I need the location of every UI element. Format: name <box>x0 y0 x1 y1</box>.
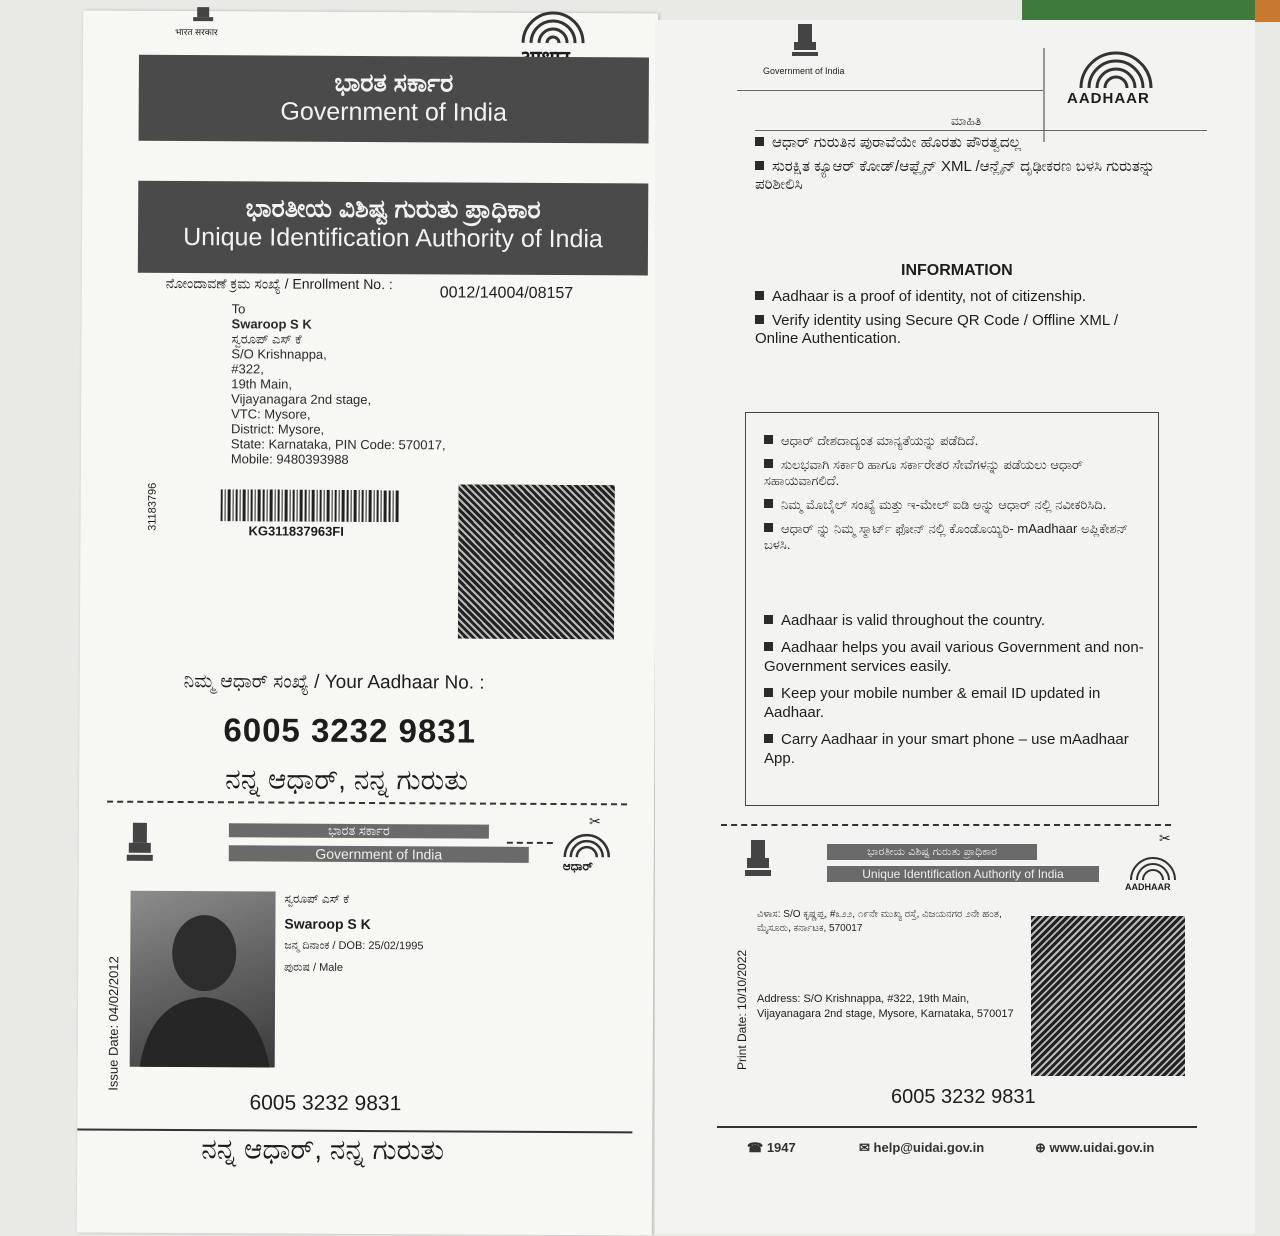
box-kannada-item: ಆಧಾರ್ ದೇಶದಾದ್ಯಂತ ಮಾನ್ಯತೆಯನ್ನು ಪಡೆದಿದೆ. <box>764 433 1148 449</box>
address-line: District: Mysore, <box>230 421 325 437</box>
header-line <box>737 90 1043 91</box>
box-english-list <box>764 611 1144 776</box>
card-logo-text: AADHAAR <box>1125 882 1171 892</box>
bullet-icon <box>755 315 764 324</box>
person-silhouette-icon <box>130 891 276 1068</box>
barcode <box>221 489 401 522</box>
scissors-icon: ✂ <box>588 813 601 830</box>
card-dash <box>507 842 553 844</box>
scissors-icon: ✂ <box>1159 830 1171 846</box>
aadhaar-logo-text: AADHAAR <box>1067 90 1150 107</box>
barcode-text: KG311837963FI <box>248 523 344 539</box>
emblem-icon <box>123 819 157 871</box>
address-name: Swaroop S K <box>231 316 312 332</box>
card-number: 6005 3232 9831 <box>891 1086 1036 1108</box>
card-gender: ಪುರುಷ / Male <box>284 961 343 974</box>
kannada-info-heading: ಮಾಹಿತಿ <box>951 114 982 128</box>
uidai-banner-english: Unique Identification Authority of India <box>183 223 603 254</box>
box-kannada-item: ಸುಲಭವಾಗಿ ಸರ್ಕಾರಿ ಹಾಗೂ ಸರ್ಕಾರೇತರ ಸೇವೆಗಳನ್ನು ಪಡೆಯಲು ಆಧಾರ್ ಸಹಾಯವಾಗಲಿದೆ. <box>764 457 1084 488</box>
box-kannada-list <box>764 433 1148 561</box>
card-dob: ಜನ್ಮ ದಿನಾಂಕ / DOB: 25/02/1995 <box>284 939 424 953</box>
bullet-icon <box>764 435 773 444</box>
background-green-corner <box>1022 0 1280 22</box>
side-number: 31183796 <box>146 482 159 531</box>
card-logo-text: ಆಧಾರ್ <box>562 859 593 874</box>
address-line: #322, <box>231 361 264 377</box>
footer-email: ✉ help@uidai.gov.in <box>859 1140 985 1155</box>
kannada-info-list <box>755 134 1175 200</box>
address-to: To <box>231 301 246 317</box>
enrollment-number: 0012/14004/08157 <box>439 284 574 303</box>
bullet-icon <box>755 161 764 170</box>
box-kannada-item: ಆಧಾರ್ ನ್ನು ನಿಮ್ಮ ಸ್ಮಾರ್ಟ್ ಫೋನ್ ನಲ್ಲಿ ಕೊಂಡೊಯ್ಯಿರಿ- mAadhaar ಅಪ್ಲಿಕೇಶನ್ ಬಳಸಿ. <box>764 521 1129 552</box>
card-gov-kannada: ಭಾರತ ಸರ್ಕಾರ <box>229 823 489 838</box>
background-orange-corner <box>1255 0 1280 22</box>
kannada-info-item: ಆಧಾರ್ ಗುರುತಿನ ಪುರಾವೆಯೇ ಹೊರತು ಪೌರತ್ವದಲ್ಲ <box>755 134 1175 152</box>
qr-code <box>1031 916 1185 1076</box>
mail-icon: ✉ <box>859 1140 870 1155</box>
government-banner-kannada: ಭಾರತ ಸರ್ಕಾರ <box>334 68 454 98</box>
tagline: ನನ್ನ ಆಧಾರ್, ನನ್ನ ಗುರುತು <box>225 763 469 796</box>
card-bottom-line <box>717 1126 1197 1128</box>
left-sheet <box>77 11 658 1236</box>
footer-phone: ☎ 1947 <box>747 1140 796 1155</box>
globe-icon: ⊕ <box>1035 1140 1046 1155</box>
address-name-kannada: ಸ್ವರೂಪ್ ಎಸ್ ಕೆ <box>231 331 302 347</box>
info-box <box>745 412 1159 806</box>
address-line: S/O Krishnappa, <box>231 346 327 362</box>
card-gov-english: Government of India <box>229 845 529 863</box>
address-line: Vijayanagara 2nd stage, <box>231 391 372 408</box>
uidai-banner-kannada: ಭಾರತೀಯ ವಿಶಿಷ್ಟ ಗುರುತು ಪ್ರಾಧಿಕಾರ <box>245 194 541 224</box>
box-english-item: Keep your mobile number & email ID updated in Aadhaar. <box>764 685 1101 721</box>
card-authority-english: Unique Identification Authority of India <box>827 866 1099 882</box>
bullet-icon <box>764 459 773 468</box>
card-photo <box>130 891 276 1068</box>
card-name-kannada: ಸ್ವರೂಪ್ ಎಸ್ ಕೆ <box>284 891 350 906</box>
gov-small-text: Government of India <box>763 66 845 76</box>
card-address-kannada: ವಿಳಾಸ: S/O ಕೃಷ್ಣಪ್ಪ, #೩೨೨, ೧೯ನೇ ಮುಖ್ಯ ರಸ್ತೆ, ವಿಜಯನಗರ ೨ನೇ ಹಂತ, ಮೈಸೂರು, ಕರ್ನಾಟಕ, 570017 <box>757 909 1002 934</box>
card-bottom-line <box>77 1128 632 1133</box>
bullet-icon <box>764 523 773 532</box>
bullet-icon <box>755 291 764 300</box>
address-block <box>231 301 562 468</box>
aadhaar-logo-icon <box>557 827 617 861</box>
print-date: Print Date: 10/10/2022 <box>735 949 749 1070</box>
address-line: Mobile: 9480393988 <box>230 451 349 467</box>
government-banner <box>139 55 649 144</box>
aadhaar-number-label: ನಿಮ್ಮ ಆಧಾರ್ ಸಂಖ್ಯೆ / Your Aadhaar No. : <box>183 671 485 694</box>
kannada-heading-line <box>755 130 1207 131</box>
information-item: Verify identity using Secure QR Code / Offline XML / Online Authentication. <box>755 312 1118 347</box>
address-line: VTC: Mysore, <box>231 406 311 422</box>
card-authority-kannada: ಭಾರತೀಯ ವಿಶಿಷ್ಟ ಗುರುತು ಪ್ರಾಧಿಕಾರ <box>827 844 1037 860</box>
uidai-banner <box>138 181 648 276</box>
address-line: State: Karnataka, PIN Code: 570017, <box>230 436 446 453</box>
information-heading: INFORMATION <box>901 262 1013 279</box>
box-english-item: Aadhaar is valid throughout the country. <box>764 611 1144 630</box>
government-banner-english: Government of India <box>280 97 507 127</box>
bullet-icon <box>755 137 764 146</box>
top-small-text: भारत सरकार <box>175 26 218 38</box>
emblem-icon <box>741 836 775 884</box>
phone-icon: ☎ <box>747 1140 764 1155</box>
kannada-info-item: ಸುರಕ್ಷಿತ ಕ್ಯೂಆರ್ ಕೋಡ್/ಆಫ್ಲೈನ್ XML /ಆನ್ಲೈನ್ ದೃಢೀಕರಣ ಬಳಸಿ ಗುರುತನ್ನು ಪರಿಶೀಲಿಸಿ <box>755 158 1155 193</box>
qr-code <box>458 484 615 639</box>
box-english-item: Aadhaar helps you avail various Government and non-Government services easily. <box>764 639 1144 675</box>
bullet-icon <box>764 734 773 743</box>
card-tagline: ನನ್ನ ಆಧಾರ್, ನನ್ನ ಗುರುತು <box>201 1133 445 1166</box>
bullet-icon <box>764 642 773 651</box>
address-line: 19th Main, <box>231 376 292 392</box>
cut-line <box>107 801 627 806</box>
box-english-item: Carry Aadhaar in your smart phone – use mAadhaar App. <box>764 731 1129 767</box>
bullet-icon <box>764 688 773 697</box>
bullet-icon <box>764 499 773 508</box>
box-kannada-item: ನಿಮ್ಮ ಮೊಬೈಲ್ ಸಂಖ್ಯೆ ಮತ್ತು ಇ-ಮೇಲ್ ಐಡಿ ಅನ್ನು ಆಧಾರ್ ನಲ್ಲಿ ನವೀಕರಿಸಿದಿ. <box>764 497 1148 513</box>
information-list <box>755 288 1155 354</box>
enrollment-label: ನೋಂದಾವಣೆ ಕ್ರಮ ಸಂಖ್ಯೆ / Enrollment No. : <box>165 274 393 293</box>
aadhaar-number: 6005 3232 9831 <box>223 711 477 750</box>
card-address-english: Address: S/O Krishnappa, #322, 19th Main, Vijayanagara 2nd stage, Mysore, Karnataka, 570017 <box>757 993 1014 1020</box>
bullet-icon <box>764 615 773 624</box>
aadhaar-logo-icon <box>1073 42 1159 92</box>
aadhaar-logo-icon <box>1125 852 1181 882</box>
information-item: Aadhaar is a proof of identity, not of citizenship. <box>755 288 1155 306</box>
footer-website: ⊕ www.uidai.gov.in <box>1035 1140 1155 1155</box>
issue-date: Issue Date: 04/02/2012 <box>105 956 122 1091</box>
right-sheet <box>655 20 1255 1234</box>
card-name: Swaroop S K <box>284 915 371 933</box>
cut-line <box>721 824 1171 826</box>
emblem-icon <box>787 22 823 62</box>
card-number: 6005 3232 9831 <box>249 1091 402 1116</box>
